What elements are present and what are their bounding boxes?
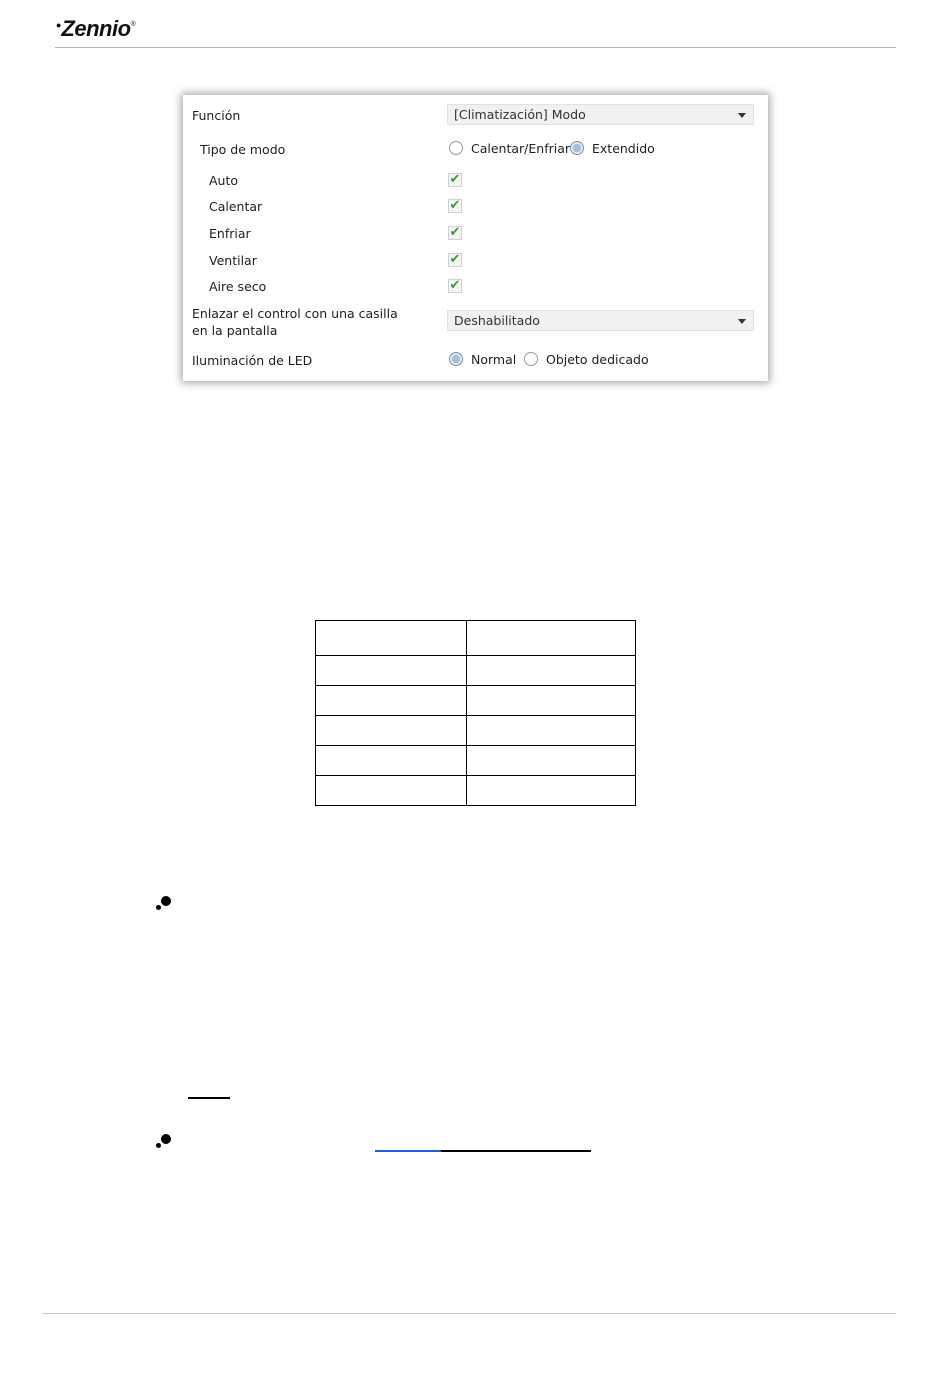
enlazar-value: Deshabilitado [454, 313, 540, 328]
modo-aire-seco-checkbox[interactable] [448, 279, 462, 293]
radio-calentar-enfriar[interactable] [449, 141, 463, 155]
check-icon: ✔ [449, 252, 461, 267]
table-cell [467, 716, 636, 746]
enlazar-select[interactable] [447, 310, 754, 331]
radio-led-normal-label: Normal [471, 352, 517, 367]
table-cell [316, 776, 467, 806]
brand-name: Zennio [61, 16, 131, 41]
modo-auto-checkbox[interactable] [448, 173, 462, 187]
table-header-row [316, 621, 636, 656]
funcion-select[interactable] [447, 104, 754, 125]
check-icon: ✔ [449, 278, 461, 293]
table-cell [316, 716, 467, 746]
check-icon: ✔ [449, 198, 461, 213]
modo-auto-label: Auto [209, 173, 239, 188]
radio-extendido[interactable] [570, 141, 584, 155]
chevron-down-icon [738, 113, 746, 118]
tipo-modo-label: Tipo de modo [200, 142, 286, 157]
modo-calentar-label: Calentar [209, 199, 263, 214]
table-cell [316, 656, 467, 686]
chevron-down-icon [738, 319, 746, 324]
led-label: Iluminación de LED [192, 353, 313, 368]
radio-led-normal[interactable] [449, 352, 463, 366]
funcion-value: [Climatización] Modo [454, 107, 586, 122]
table-cell [316, 746, 467, 776]
radio-extendido-label: Extendido [592, 141, 655, 156]
bullet-icon [156, 1133, 178, 1155]
radio-calentar-enfriar-label: Calentar/Enfriar [471, 141, 571, 156]
table-row [316, 656, 636, 686]
parameter-panel [183, 95, 768, 381]
table-row [316, 686, 636, 716]
mode-values-table [315, 620, 636, 806]
link-underline-continuation[interactable] [441, 1150, 591, 1152]
enlazar-label-line1: Enlazar el control con una casilla [192, 306, 398, 321]
header-divider [55, 47, 896, 48]
check-icon: ✔ [449, 225, 461, 240]
radio-led-objeto-dedicado-label: Objeto dedicado [546, 352, 649, 367]
radio-led-objeto-dedicado[interactable] [524, 352, 538, 366]
table-cell [467, 621, 636, 656]
modo-calentar-checkbox[interactable] [448, 199, 462, 213]
funcion-label: Función [192, 108, 241, 123]
table-cell [316, 621, 467, 656]
table-row [316, 776, 636, 806]
modo-ventilar-checkbox[interactable] [448, 253, 462, 267]
check-icon: ✔ [449, 172, 461, 187]
brand-dot-icon: • [56, 17, 61, 33]
footer-divider [42, 1313, 896, 1314]
enlazar-label-line2: en la pantalla [192, 323, 278, 338]
zennio-logo [56, 16, 135, 42]
link-underline[interactable] [375, 1150, 441, 1152]
table-row [316, 716, 636, 746]
table-cell [467, 776, 636, 806]
bullet-icon [156, 895, 178, 917]
table-cell [316, 686, 467, 716]
modo-aire-seco-label: Aire seco [209, 279, 267, 294]
table-row [316, 746, 636, 776]
registered-mark: ® [130, 21, 136, 28]
modo-enfriar-label: Enfriar [209, 226, 251, 241]
modo-ventilar-label: Ventilar [209, 253, 257, 268]
modo-enfriar-checkbox[interactable] [448, 226, 462, 240]
table-cell [467, 686, 636, 716]
underline-mark [188, 1097, 230, 1099]
table-cell [467, 656, 636, 686]
table-cell [467, 746, 636, 776]
